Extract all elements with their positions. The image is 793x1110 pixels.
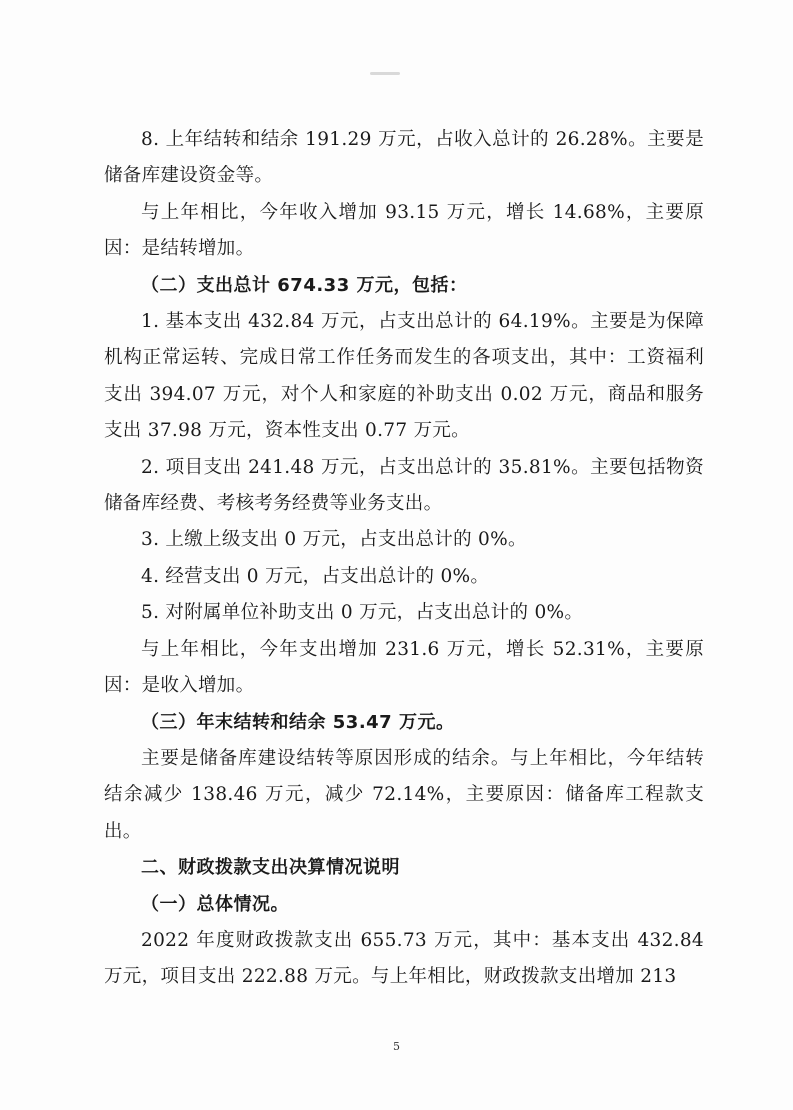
paragraph-project-expenditure: 2. 项目支出 241.48 万元，占支出总计的 35.81%。主要包括物资储备库经费、考核考务经费等业务支出。 xyxy=(104,456,704,515)
paragraph-basic-expenditure: 1. 基本支出 432.84 万元，占支出总计的 64.19%。主要是为保障机构正常运转、完成日常工作任务而发生的各项支出，其中：工资福利支出 394.07 万元，对个人和家庭的补助支出 0.02 万元，商品和服务支出 37.98 万元，资本性支出 0.77 万元。 xyxy=(104,311,704,442)
heading-fiscal-appropriation-section: 二、财政拨款支出决算情况说明 xyxy=(141,857,400,879)
page-number: 5 xyxy=(393,1040,400,1053)
paragraph-expenditure-comparison: 与上年相比，今年支出增加 231.6 万元，增长 52.31%，主要原因：是收入增加。 xyxy=(104,638,704,697)
paragraph-balance-explanation: 主要是储备库建设结转等原因形成的结余。与上年相比，今年结转结余减少 138.46 万元，减少 72.14%，主要原因：储备库工程款支出。 xyxy=(104,747,704,842)
paragraph-operating-expenditure: 4. 经营支出 0 万元，占支出总计的 0%。 xyxy=(141,565,490,587)
paragraph-income-comparison: 与上年相比，今年收入增加 93.15 万元，增长 14.68%，主要原因：是结转增加。 xyxy=(104,201,704,260)
heading-total-expenditure: （二）支出总计 674.33 万元，包括： xyxy=(141,274,468,296)
paragraph-superior-payment: 3. 上缴上级支出 0 万元，占支出总计的 0%。 xyxy=(141,529,527,551)
heading-overall-situation: （一）总体情况。 xyxy=(141,893,289,915)
paragraph-subsidiary-subsidy: 5. 对附属单位补助支出 0 万元，占支出总计的 0%。 xyxy=(141,602,584,624)
heading-year-end-balance: （三）年末结转和结余 53.47 万元。 xyxy=(141,711,455,733)
scan-artifact xyxy=(370,72,400,75)
paragraph-carryover-income: 8. 上年结转和结余 191.29 万元，占收入总计的 26.28%。主要是储备库建设资金等。 xyxy=(104,129,704,187)
paragraph-fiscal-appropriation-total: 2022 年度财政拨款支出 655.73 万元，其中：基本支出 432.84 万元，项目支出 222.88 万元。与上年相比，财政拨款支出增加 213 xyxy=(104,929,704,988)
document-body xyxy=(104,122,704,996)
